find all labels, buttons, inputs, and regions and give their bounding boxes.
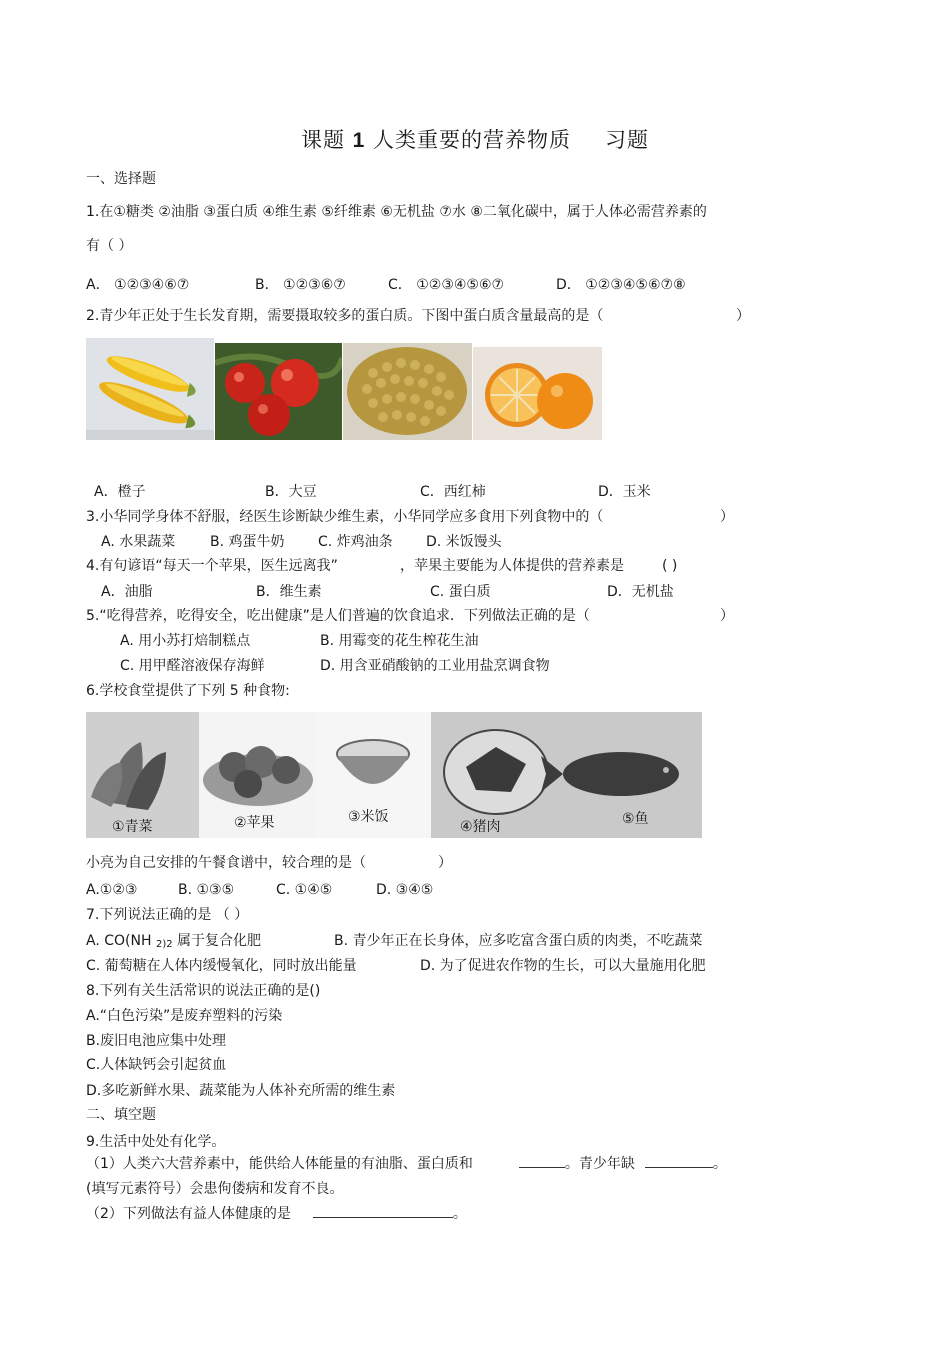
food-label-1: ①青菜 xyxy=(112,819,153,835)
q1-option-b: B． ①②③⑥⑦ xyxy=(255,277,346,293)
q7-stem: 7.下列说法正确的是 （ ） xyxy=(86,907,249,923)
q6-question: 小亮为自己安排的午餐食谱中，较合理的是（ xyxy=(86,855,366,871)
q1-stem-cont: 有（ ） xyxy=(86,238,133,254)
section-fill: 二、填空题 xyxy=(86,1107,156,1123)
q3-option-d: D. 米饭馒头 xyxy=(426,534,502,550)
q9-part2: （2）下列做法有益人体健康的是 。 xyxy=(86,1206,467,1222)
q4-option-b: B．维生素 xyxy=(256,584,322,600)
food-images xyxy=(86,712,702,838)
food-label-2: ②苹果 xyxy=(234,815,275,831)
q4-option-c: C. 蛋白质 xyxy=(430,584,491,600)
q3-option-c: C. 炸鸡油条 xyxy=(318,534,393,550)
q2-option-c: C．西红柿 xyxy=(420,484,486,500)
title-main: 人类重要的营养物质 xyxy=(373,128,572,152)
q8-option-a: A.“白色污染”是废弃塑料的污染 xyxy=(86,1008,283,1024)
q7-option-d: D. 为了促进农作物的生长，可以大量施用化肥 xyxy=(420,958,706,974)
title-prefix: 课题 xyxy=(300,128,345,152)
q4-option-a: A．油脂 xyxy=(101,584,153,600)
food-label-4: ④猪肉 xyxy=(460,819,501,835)
q3-option-b: B. 鸡蛋牛奶 xyxy=(210,534,285,550)
q8-option-d: D.多吃新鲜水果、蔬菜能为人体补充所需的维生素 xyxy=(86,1083,396,1099)
q2-option-d: D．玉米 xyxy=(598,484,651,500)
q4-option-d: D．无机盐 xyxy=(607,584,674,600)
q6-option-c: C. ①④⑤ xyxy=(276,882,333,898)
q1-option-c: C． ①②③④⑤⑥⑦ xyxy=(388,277,505,293)
q9-blank-3[interactable] xyxy=(313,1205,453,1218)
q5-close: ） xyxy=(720,608,734,624)
q3-close: ） xyxy=(720,509,734,525)
q8-option-c: C.人体缺钙会引起贫血 xyxy=(86,1057,227,1073)
q4-bracket: ( ) xyxy=(662,558,678,574)
q2-close: ） xyxy=(736,308,750,324)
food-label-3: ③米饭 xyxy=(348,809,389,825)
q9-blank-1[interactable] xyxy=(519,1155,565,1168)
q4-stem-cont: ，苹果主要能为人体提供的营养素是 xyxy=(400,558,624,574)
q9-part1-cont: (填写元素符号）会患佝偻病和发育不良。 xyxy=(86,1181,344,1197)
q7-option-c: C. 葡萄糖在人体内缓慢氧化，同时放出能量 xyxy=(86,958,357,974)
q4-stem: 4.有句谚语“每天一个苹果，医生远离我” xyxy=(86,558,338,574)
q1-option-a: A． ①②③④⑥⑦ xyxy=(86,277,190,293)
q2-option-b: B．大豆 xyxy=(265,484,317,500)
q2-option-a: A．橙子 xyxy=(94,484,146,500)
q5-option-b: B. 用霉变的花生榨花生油 xyxy=(320,633,479,649)
q1-stem: 1.在①糖类 ②油脂 ③蛋白质 ④维生素 ⑤纤维素 ⑥无机盐 ⑦水 ⑧二氧化碳中，属于人体必需营养素的 xyxy=(86,204,707,220)
q8-stem: 8.下列有关生活常识的说法正确的是() xyxy=(86,983,321,999)
q9-blank-2[interactable] xyxy=(645,1155,713,1168)
q2-stem: 2.青少年正处于生长发育期，需要摄取较多的蛋白质。下图中蛋白质含量最高的是（ xyxy=(86,308,604,324)
section-choice: 一、选择题 xyxy=(86,171,156,187)
q8-option-b: B.废旧电池应集中处理 xyxy=(86,1033,227,1049)
q9-part1: （1）人类六大营养素中，能供给人体能量的有油脂、蛋白质和 。青少年缺 。 xyxy=(86,1156,727,1172)
orange-image xyxy=(473,347,602,440)
page-title xyxy=(0,126,950,155)
tomato-image xyxy=(215,343,342,440)
q1-option-d: D． ①②③④⑤⑥⑦⑧ xyxy=(556,277,686,293)
q7-option-b: B. 青少年正在长身体，应多吃富含蛋白质的肉类，不吃蔬菜 xyxy=(334,933,703,949)
q6-option-d: D. ③④⑤ xyxy=(376,882,434,898)
q5-stem: 5.“吃得营养，吃得安全，吃出健康”是人们普遍的饮食追求．下列做法正确的是（ xyxy=(86,608,590,624)
q3-stem: 3.小华同学身体不舒服，经医生诊断缺少维生素，小华同学应多食用下列食物中的（ xyxy=(86,509,604,525)
q5-option-d: D. 用含亚硝酸钠的工业用盐烹调食物 xyxy=(320,658,550,674)
q6-option-a: A.①②③ xyxy=(86,882,138,898)
q6-stem: 6.学校食堂提供了下列 5 种食物: xyxy=(86,683,290,699)
q9-stem: 9.生活中处处有化学。 xyxy=(86,1134,226,1150)
food-label-5: ⑤鱼 xyxy=(622,811,649,827)
q7-option-a: A. CO(NH $_{2)2}$ 属于复合化肥 xyxy=(86,933,262,950)
q5-option-a: A. 用小苏打焙制糕点 xyxy=(120,633,251,649)
soybean-image xyxy=(343,343,472,440)
q3-option-a: A. 水果蔬菜 xyxy=(101,534,176,550)
corn-image xyxy=(86,338,214,440)
q6-close: ） xyxy=(438,855,452,871)
q6-option-b: B. ①③⑤ xyxy=(178,882,235,898)
title-suffix: 习题 xyxy=(605,128,650,152)
title-number: 1 xyxy=(352,129,366,152)
q5-option-c: C. 用甲醛溶液保存海鲜 xyxy=(120,658,265,674)
